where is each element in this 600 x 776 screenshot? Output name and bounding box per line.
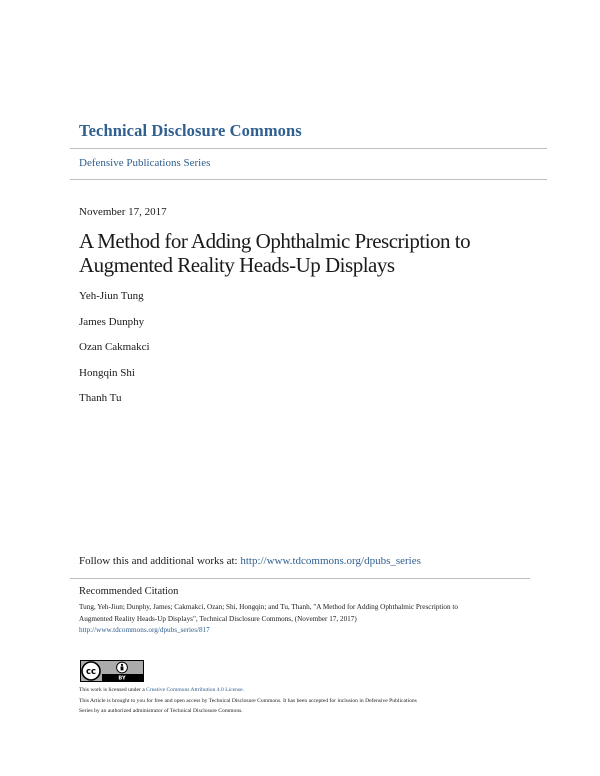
series-url-link[interactable]: http://www.tdcommons.org/dpubs_series — [240, 555, 421, 567]
access-statement-cont: Series by an authorized administrator of Technical Disclosure Commons. — [79, 708, 243, 714]
cc-by-license-badge[interactable] — [80, 660, 144, 682]
author: Hongqin Shi — [79, 367, 135, 379]
author: Yeh-Jiun Tung — [79, 290, 144, 302]
follow-prefix: Follow this and additional works at: — [79, 555, 241, 567]
citation-url-link[interactable]: http://www.tdcommons.org/dpubs_series/817 — [79, 626, 210, 634]
paper-title-line: A Method for Adding Ophthalmic Prescription to — [79, 229, 471, 253]
series-link[interactable]: Defensive Publications Series — [79, 157, 211, 169]
by-mark: BY — [118, 675, 126, 682]
access-statement: This Article is brought to you for free and open access by Technical Disclosure Commons. It has been accepted for inclusion in Defensive Publications — [79, 698, 417, 704]
license-statement — [79, 686, 244, 696]
publication-date: November 17, 2017 — [79, 206, 167, 218]
cc-mark: cc — [85, 667, 97, 678]
citation-line: Tung, Yeh-Jiun; Dunphy, James; Cakmakci, Ozan; Shi, Hongqin; and Tu, Thanh, "A Method for Adding Ophthalmic Prescription to — [79, 603, 459, 611]
citation-text — [79, 602, 539, 637]
license-link[interactable]: Creative Commons Attribution 4.0 License. — [146, 687, 244, 693]
author: Ozan Cakmakci — [79, 341, 150, 353]
cc-by-badge-graphic — [80, 660, 144, 682]
citation-divider — [70, 578, 530, 579]
author: Thanh Tu — [79, 392, 122, 404]
person-icon — [121, 666, 124, 670]
paper-title — [79, 229, 549, 277]
author: James Dunphy — [79, 316, 145, 328]
header-divider — [70, 148, 547, 149]
citation-line: Augmented Reality Heads-Up Displays", Technical Disclosure Commons, (November 17, 2017) — [79, 614, 357, 623]
follow-line — [79, 555, 421, 567]
recommended-citation-heading: Recommended Citation — [79, 586, 179, 597]
license-prefix: This work is licensed under a — [79, 687, 147, 693]
site-title[interactable]: Technical Disclosure Commons — [79, 121, 302, 140]
paper-title-line: Augmented Reality Heads-Up Displays — [79, 253, 395, 277]
series-divider — [70, 179, 547, 180]
